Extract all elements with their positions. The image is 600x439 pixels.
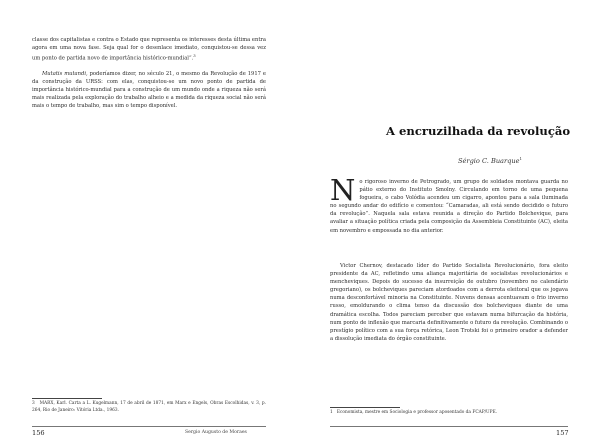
left-footnote-number: 3 (32, 401, 35, 406)
left-paragraph-2-italic: Mutatis mutandi, (42, 71, 88, 77)
left-page-number: 156 (32, 429, 45, 437)
author-footnote-ref: 1 (519, 156, 523, 161)
left-paragraph-1 (32, 36, 266, 63)
left-footnote (32, 401, 266, 415)
left-footnote-text: MARX, Karl. Carta a L. Kugelmann, 17 de abril de 1871, em Marx e Engels, Obras Escolhidas, v. 3, p. 264, Rio de Janeiro: Vitória Ltda., 1963. (32, 401, 266, 413)
drop-cap: N (330, 173, 356, 207)
left-paragraph-2 (32, 70, 266, 110)
right-bottom-rule (330, 426, 568, 427)
chapter-author-name: Sérgio C. Buarque (458, 157, 520, 166)
right-paragraph-1 (330, 173, 568, 235)
left-paragraph-1-text: classe dos capitalistas e contra o Estado que representa os interesses desta última entra agora em uma nova fase. Seja qual for o desenlace imediato, conquistou-se dessa vez um ponto de partida novo de importância histórico-mundial”. (32, 37, 266, 62)
left-paragraph-2-text: poderíamos dizer, no século 21, o mesmo da Revolução de 1917 e da construção da URSS: com elas, conquistou-se um novo ponto de partida de importância histórico-mundial para a construção de um mundo onde a riqueza não será mais realizada pela exploração do trabalho alheio e a medida da riqueza social não será mais o tempo de trabalho, mas sim o tempo disponível. (32, 71, 266, 110)
right-page (300, 0, 600, 439)
right-paragraph-2: Victor Chernov, destacado líder do Partido Socialista Revolucionário, fora eleito presidente da AC, refletindo uma aliança majoritária de socialistas revolucionários e mencheviques. Depois do sucesso da insurreição de outubro (novembro no calendário gregoriano), os bolcheviques pareciam atordoados com a derrota eleitoral que os jogava numa desconfortável minoria na Constituinte. Nuvens densas acentuavam o frio inverno russo, emoldurando o clima tenso da discussão dos bolcheviques diante de uma dramática escolha. Todos pareciam perceber que estavam numa bifurcação da história, num ponto de inflexão que marcaria definitivamente o futuro da revolução. Combinando o prestígio político com a sua força retórica, Leon Trotski foi o primeiro orador a defender a dissolução imediata do órgão constituinte. (330, 263, 568, 342)
right-footnote (330, 410, 568, 417)
left-footnote-rule (32, 398, 102, 399)
right-page-number: 157 (556, 429, 569, 437)
left-running-head: Sergio Augusto de Moraes (185, 430, 247, 435)
right-footnote-rule (330, 407, 400, 408)
right-paragraph-1-text: o rigoroso inverno de Petrogrado, um grupo de soldados montava guarda no pátio externo do Instituto Smolny. Circulando em torno de uma pequena fogueira, o cabo Volódia acendeu um cigarro, apontou para a sala iluminada no segundo andar do edifício e comentou: “Camaradas, ali está sendo decidido o futuro da revolução”. Naquela sala estava reunida a direção do Partido Bolchevique, para avaliar a situação política criada pela composição da Assembleia Constituinte (AC), eleita em novembro e empossada no dia anterior. (330, 179, 568, 234)
chapter-title: A encruzilhada da revolução (386, 124, 571, 138)
left-footnote-ref: 3 (193, 53, 196, 59)
right-footnote-text: Economista, mestre em Sociologia e professor aposentado da FCAP/UPE. (336, 410, 498, 415)
right-footnote-number: 1 (330, 410, 333, 415)
left-bottom-rule (32, 426, 266, 427)
chapter-author (458, 156, 522, 165)
